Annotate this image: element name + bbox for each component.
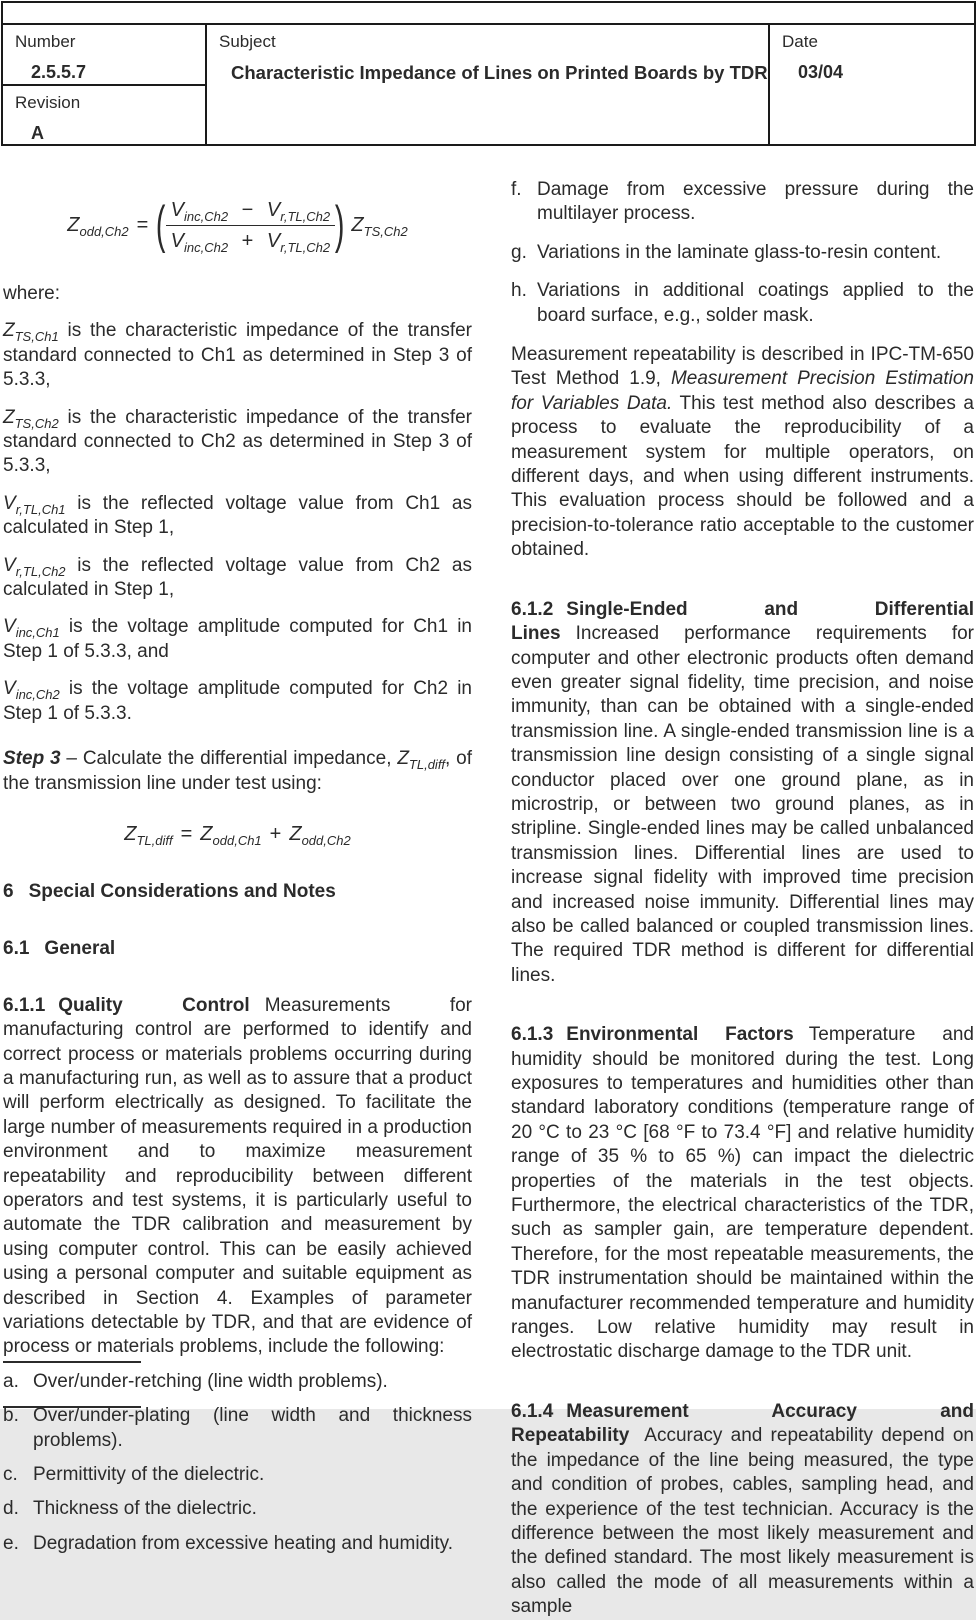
list-item-b: b. Over/under-plating (line width and thickness problems). <box>3 1405 472 1451</box>
header-number-cell <box>3 25 205 86</box>
header-main-row <box>3 25 974 144</box>
section-6-1-heading: 6.1 General <box>3 938 116 960</box>
list-item-d: d. Thickness of the dielectric. <box>3 1498 257 1520</box>
eq1-factor: $Z_{TS,Ch2}$ <box>351 214 408 239</box>
where-item-vinc-ch1: $V_{inc,Ch1}$ is the voltage amplitude computed for Ch1 in Step 1 of 5.3.3, and <box>3 616 472 662</box>
where-item-zts-ch2: $Z_{TS,Ch2}$ is the characteristic impedance of the transfer standard connected to Ch2 as determined in Step 3 of 5.3.3, <box>3 406 472 477</box>
where-label: where: <box>3 283 61 304</box>
where-item-vinc-ch2: $V_{inc,Ch2}$ is the voltage amplitude computed for Ch2 in Step 1 of 5.3.3. <box>3 678 472 724</box>
number-label: Number <box>15 32 76 51</box>
header-revision-cell <box>3 86 205 144</box>
where-item-vrtl-ch1: $V_{r,TL,Ch1}$ is the reflected voltage value from Ch1 as calculated in Step 1, <box>3 492 472 539</box>
section-6-1-2-paragraph: 6.1.2 Single-Ended and Differential Lines Increased performance requirements for computer and other electronic products often demand even greater signal fidelity, time precision, and noise immunity, than can be obtained with a single-ended transmission line. A single-ended transmission line is a transmission line design consisting of a single signal conductor placed over one ground plane, as in microstrip, or between two ground planes, as in stripline. Single-ended lines may be called unbalanced transmission lines. Differential lines are used to increase signal fidelity with improved time precision and increased noise immunity. Differential lines may also be called balanced or coupled transmission lines. The required TDR method is different for differential lines. <box>511 598 974 986</box>
eq1-lhs: $Z_{odd,Ch2}$ <box>67 214 129 239</box>
date-label: Date <box>782 32 818 51</box>
eq1-equals: = <box>136 214 149 236</box>
revision-value: A <box>31 123 44 143</box>
section-6-1-4-paragraph: 6.1.4 Measurement Accuracy and Repeatability Accuracy and repeatability depend on the impedance of the line being measured, the type and condition of probes, cables, sampling head, and the experience of the test technician. Accuracy is the difference between the most likely measurement and the defined standard. The most likely measurement is also called the mode of all measurements within a sample <box>511 1400 974 1618</box>
list-item-a: a. Over/under-retching (line width problems). <box>3 1370 388 1392</box>
header-left-column <box>3 25 207 144</box>
date-value: 03/04 <box>798 62 844 82</box>
left-column <box>3 168 472 1556</box>
where-item-vrtl-ch2: $V_{r,TL,Ch2}$ is the reflected voltage value from Ch2 as calculated in Step 1, <box>3 554 472 601</box>
where-item-zts-ch1: $Z_{TS,Ch1}$ is the characteristic impedance of the transfer standard connected to Ch1 as determined in Step 3 of 5.3.3, <box>3 320 472 391</box>
document-title: Characteristic Impedance of Lines on Printed Boards by TDR <box>231 62 768 83</box>
eq2-term-b: $Z_{odd,Ch2}$ <box>289 822 351 848</box>
eq1-numerator: $V_{inc,Ch2} - V_{r,TL,Ch2}$ <box>166 198 335 226</box>
equation-odd-ch2: $Z_{odd,Ch2}$ = ( $\frac{V_{inc,Ch2} - V_{r,TL,Ch2}}{V_{inc,Ch2} + V_{r,TL,Ch2}}$ ) $Z_{TS,Ch2}$ <box>67 196 408 255</box>
defect-list-f-h <box>511 178 974 328</box>
eq1-denominator: $V_{inc,Ch2} + V_{r,TL,Ch2}$ <box>170 229 331 255</box>
number-value: 2.5.5.7 <box>31 62 87 82</box>
eq2-lhs: $Z_{TL,diff}$ <box>124 822 173 848</box>
header-top-empty-row <box>3 3 974 25</box>
section-6-1-1-paragraph: 6.1.1 Quality Control Measurements for manufacturing control are performed to identify and correct process or materials problems occurring during a manufacturing run, as well as to assure that a product will perform electrically as designed. To facilitate the large number of measurements required in a production environment and to maximize measurement repeatability and reproducibility between different operators and test systems, it is particularly useful to automate the TDR calibration and measurement by using computer control. This can be easily achieved using a personal computer and suitable equipment as described in Section 4. Examples of parameter variations detectable by TDR, and that are evidence of process or materials problems, include the following: <box>3 994 472 1358</box>
section-6-1-3-paragraph: 6.1.3 Environmental Factors Temperature and humidity should be monitored during the test. Long exposures to temperatures and humidities other than standard laboratory conditions (temperature range of 20 °C to 23 °C [68 °F to 73.4 °F] and relative humidity range of 35 % to 65 %) can impact the dielectric properties of the materials in the test objects. Furthermore, the electrical characteristics of the TDR, such as sampler gain, are temperature dependent. Therefore, for the most repeatable measurements, the TDR instrumentation should be maintained within the manufacturer recommended temperature and humidity ranges. Low relative humidity may result in electrostatic discharge damage to the TDR unit. <box>511 1024 974 1363</box>
equation-tl-diff: $Z_{TL,diff}$ = $Z_{odd,Ch1}$ + $Z_{odd,Ch2}$ <box>124 822 351 848</box>
footnote-rule-1 <box>3 1361 141 1363</box>
section-6-heading: 6 Special Considerations and Notes <box>3 880 336 902</box>
repeatability-paragraph: Measurement repeatability is described in IPC-TM-650 Test Method 1.9, Measurement Precision Estimation for Variables Data. This test method also describes a process to evaluate the reproducibility of a measurement system for multiple operators, on different days, and when using different instruments. This evaluation process should be followed and a precision-to-tolerance ratio acceptable to the customer obtained. <box>511 344 974 561</box>
footnote-rule-2 <box>3 1406 141 1408</box>
header-table <box>1 1 976 146</box>
list-item-c: c. Permittivity of the dielectric. <box>3 1464 265 1486</box>
eq1-fraction <box>166 198 335 253</box>
list-item-g: g. Variations in the laminate glass-to-resin content. <box>511 241 942 263</box>
header-subject-cell <box>207 25 770 144</box>
revision-label: Revision <box>15 93 81 112</box>
right-column <box>511 178 974 1620</box>
list-item-e: e. Degradation from excessive heating and humidity. <box>3 1532 453 1554</box>
eq2-term-a: $Z_{odd,Ch1}$ <box>200 822 262 848</box>
subject-label: Subject <box>219 32 276 51</box>
list-item-h: h. Variations in additional coatings applied to the board surface, e.g., solder mask. <box>511 280 974 326</box>
list-item-f: f. Damage from excessive pressure during the multilayer process. <box>511 179 974 225</box>
defect-list-a-e <box>3 1370 472 1556</box>
header-date-cell <box>770 25 974 144</box>
step3-paragraph: Step 3 – Calculate the differential impedance, $Z_{TL,diff}$, of the transmission line under test using: <box>3 748 473 794</box>
